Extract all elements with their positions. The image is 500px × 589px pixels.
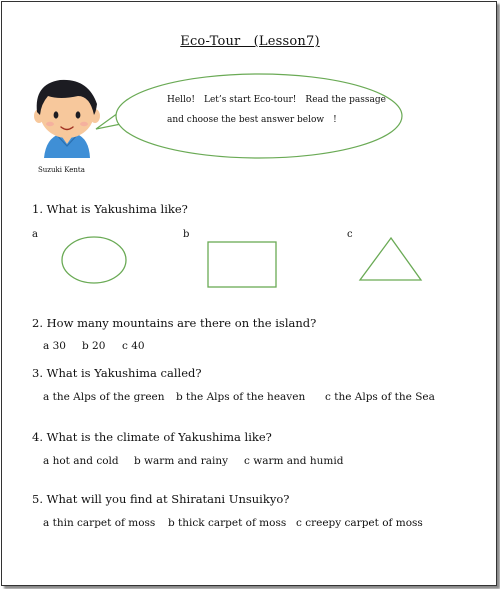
page-title: Eco-Tour (Lesson7) [180,34,320,49]
option-4b: b warm and rainy [134,455,229,467]
speech-line-2: and choose the best answer below ! [167,115,337,125]
option-4a: a hot and cold [43,455,119,467]
option-2c: c 40 [122,340,145,352]
boy-character-avatar [34,80,100,158]
question-1-text: 1. What is Yakushima like? [32,202,188,216]
option-3c: c the Alps of the Sea [325,391,435,403]
option-5b: b thick carpet of moss [168,517,287,529]
speech-line-1: Hello! Let’s start Eco-tour! Read the passage [167,95,386,105]
answer-a-ellipse-shape [62,237,126,283]
question-5-text: 5. What will you find at Shiratani Unsuikyo? [32,492,290,506]
option-5a: a thin carpet of moss [43,517,156,529]
character-caption: Suzuki Kenta [38,166,85,174]
option-3b: b the Alps of the heaven [176,391,306,403]
option-5c: c creepy carpet of moss [296,517,423,529]
option-3a: a the Alps of the green [43,391,165,403]
option-2b: b 20 [82,340,106,352]
option-1b-label: b [183,229,190,240]
option-1c-label: c [347,229,353,240]
question-4-text: 4. What is the climate of Yakushima like? [32,430,272,444]
question-3-text: 3. What is Yakushima called? [32,366,202,380]
option-4c: c warm and humid [244,455,344,467]
answer-b-rectangle-shape [208,242,276,287]
answer-c-triangle-shape [360,238,421,280]
question-2-text: 2. How many mountains are there on the island? [32,316,317,330]
option-1a-label: a [32,229,38,240]
option-2a: a 30 [43,340,66,352]
